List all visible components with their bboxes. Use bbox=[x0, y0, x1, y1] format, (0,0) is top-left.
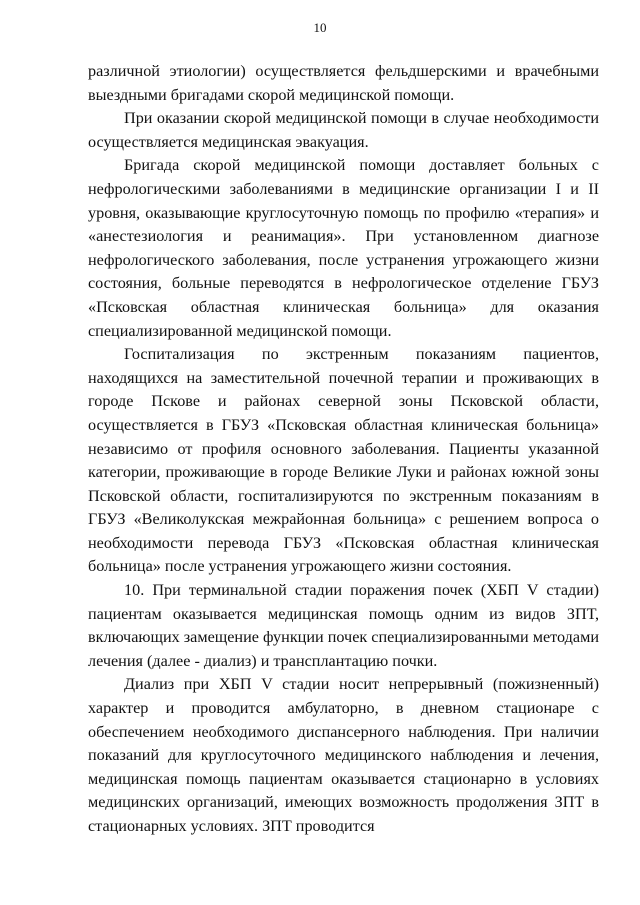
paragraph-medical-evacuation: При оказании скорой медицинской помощи в случае необходимости осуществляется медицинская эвакуация. bbox=[88, 109, 599, 151]
paragraph-dialysis: Диализ при ХБП V стадии носит непрерывный (пожизненный) характер и проводится амбулаторно, в дневном стационаре с обеспечением необходимого диспансерного наблюдения. При наличии показаний для круглосуточного медицинского наблюдения и лечения, медицинская помощь пациентам оказывается стационарно в условиях медицинских организаций, имеющих возможность продолжения ЗПТ в стационарных условиях. ЗПТ проводится bbox=[88, 675, 599, 835]
paragraph-emergency-hospitalization: Госпитализация по экстренным показаниям пациентов, находящихся на заместительной почечной терапии и проживающих в городе Пскове и районах северной зоны Псковской области, осуществляется в ГБУЗ «Псковская областная клиническая больница» независимо от профиля основного заболевания. Пациенты указанной категории, проживающие в городе Великие Луки и районах южной зоны Псковской области, госпитализируются по экстренным показаниям в ГБУЗ «Великолукская межрайонная больница» с решением вопроса о необходимости перевода ГБУЗ «Псковская областная клиническая больница» после устранения угрожающего жизни состояния. bbox=[88, 345, 599, 576]
document-body bbox=[88, 60, 599, 839]
page-number: 10 bbox=[313, 20, 327, 35]
paragraph-item-10-terminal-stage: 10. При терминальной стадии поражения почек (ХБП V стадии) пациентам оказывается медицинская помощь одним из видов ЗПТ, включающих замещение функции почек специализированными методами лечения (далее - диализ) и трансплантацию почки. bbox=[88, 581, 599, 670]
paragraph-ambulance-delivery: Бригада скорой медицинской помощи доставляет больных с нефрологическими заболеваниями в медицинские организации I и II уровня, оказывающие круглосуточную помощь по профилю «терапия» и «анестезиология и реанимация». При установленном диагнозе нефрологического заболевания, после устранения угрожающего жизни состояния, больные переводятся в нефрологическое отделение ГБУЗ «Псковская областная клиническая больница» для оказания специализированной медицинской помощи. bbox=[88, 156, 599, 340]
paragraph-etiology-continuation: различной этиологии) осуществляется фельдшерскими и врачебными выездными бригадами скорой медицинской помощи. bbox=[88, 62, 599, 104]
